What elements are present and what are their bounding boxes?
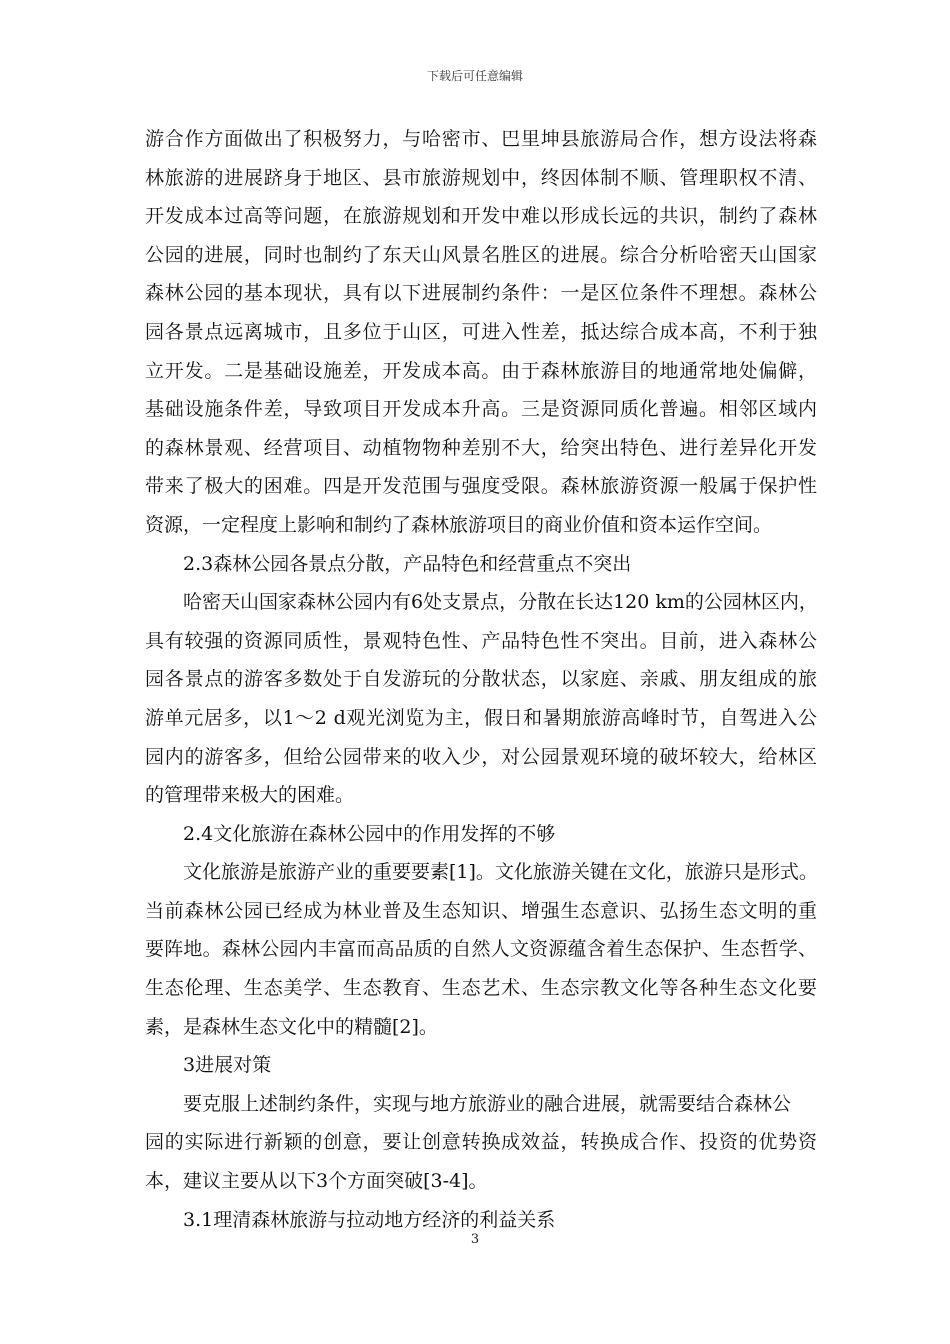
text-line: 公园的进展，同时也制约了东天山风景名胜区的进展。综合分析哈密天山国家 <box>145 243 817 266</box>
text-line: 游单元居多，以1～2 d观光浏览为主，假日和暑期旅游高峰时节，自驾进入公 <box>145 706 817 729</box>
text-line: 3进展对策 <box>183 1054 272 1077</box>
text-line: 本，建议主要从以下3个方面突破[3-4]。 <box>145 1170 488 1193</box>
text-line: 生态伦理、生态美学、生态教育、生态艺术、生态宗教文化等各种生态文化要 <box>145 977 817 1000</box>
text-line: 资源，一定程度上影响和制约了森林旅游项目的商业价值和资本运作空间。 <box>145 513 773 536</box>
document-body <box>145 120 817 1239</box>
text-line: 当前森林公园已经成为林业普及生态知识、增强生态意识、弘扬生态文明的重 <box>145 899 817 922</box>
text-line: 要阵地。森林公园内丰富而高品质的自然人文资源蕴含着生态保护、生态哲学、 <box>145 938 817 961</box>
text-line: 带来了极大的困难。四是开发范围与强度受限。森林旅游资源一般属于保护性 <box>145 475 817 498</box>
text-line: 素，是森林生态文化中的精髓[2]。 <box>145 1015 438 1038</box>
text-line: 要克服上述制约条件，实现与地方旅游业的融合进展，就需要结合森林公 <box>183 1092 792 1115</box>
text-line: 的管理带来极大的困难。 <box>145 784 355 807</box>
text-line: 林旅游的进展跻身于地区、县市旅游规划中，终因体制不顺、管理职权不清、 <box>145 166 817 189</box>
text-line: 立开发。二是基础设施差，开发成本高。由于森林旅游目的地通常地处偏僻， <box>145 359 817 382</box>
text-line: 园内的游客多，但给公园带来的收入少，对公园景观环境的破坏较大，给林区 <box>145 745 817 768</box>
text-line: 2.3森林公园各景点分散，产品特色和经营重点不突出 <box>183 552 632 575</box>
text-line: 具有较强的资源同质性，景观特色性、产品特色性不突出。目前，进入森林公 <box>145 629 817 652</box>
page-header: 下载后可任意编辑 <box>426 69 523 83</box>
text-line: 哈密天山国家森林公园内有6处支景点，分散在长达120 km的公园林区内， <box>183 591 818 614</box>
text-line: 文化旅游是旅游产业的重要要素[1]。文化旅游关键在文化，旅游只是形式。 <box>183 861 818 884</box>
text-line: 园各景点远离城市，且多位于山区，可进入性差，抵达综合成本高，不利于独 <box>145 320 817 343</box>
text-line: 园的实际进行新颖的创意，要让创意转换成效益，转换成合作、投资的优势资 <box>145 1131 817 1154</box>
text-line: 游合作方面做出了积极努力，与哈密市、巴里坤县旅游局合作，想方设法将森 <box>145 128 817 150</box>
text-line: 基础设施条件差，导致项目开发成本升高。三是资源同质化普遍。相邻区域内 <box>145 398 817 421</box>
text-line: 园各景点的游客多数处于自发游玩的分散状态，以家庭、亲戚、朋友组成的旅 <box>145 668 817 691</box>
text-line: 3.1理清森林旅游与拉动地方经济的利益关系 <box>183 1208 556 1231</box>
text-line: 2.4文化旅游在森林公园中的作用发挥的不够 <box>183 822 556 845</box>
page-number: 3 <box>470 1232 480 1247</box>
text-line: 的森林景观、经营项目、动植物物种差别不大，给突出特色、进行差异化开发 <box>145 436 817 459</box>
text-line: 开发成本过高等问题，在旅游规划和开发中难以形成长远的共识，制约了森林 <box>145 205 817 228</box>
text-line: 森林公园的基本现状，具有以下进展制约条件：一是区位条件不理想。森林公 <box>145 282 817 305</box>
